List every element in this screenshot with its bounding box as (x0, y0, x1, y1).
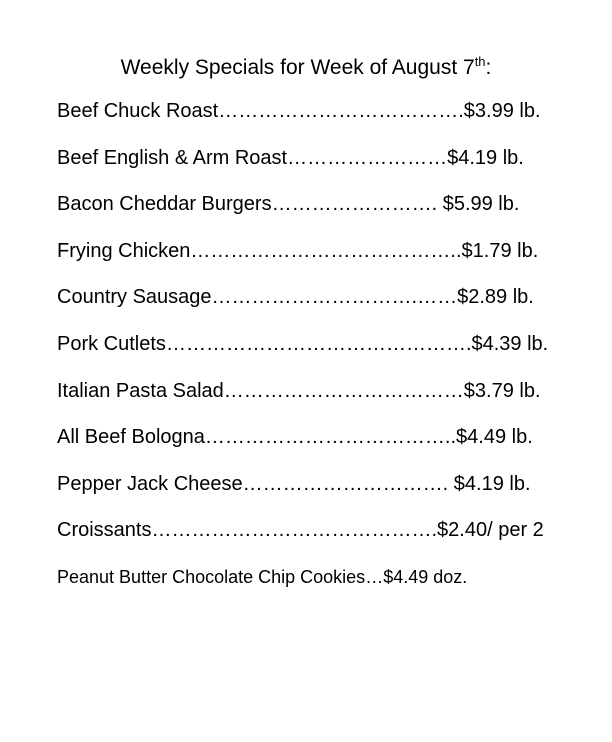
item-name: All Beef Bologna (57, 426, 205, 449)
item-name: Pork Cutlets (57, 332, 166, 355)
item-name: Frying Chicken (57, 239, 191, 262)
list-item (57, 516, 597, 544)
item-price: $3.99 lb. (463, 100, 541, 122)
list-item (57, 237, 597, 265)
item-leader: ………………………………….. (190, 239, 462, 262)
item-price: $2.89 lb. (457, 286, 534, 309)
item-name: Italian Pasta Salad (57, 379, 224, 402)
item-leader: ……………………………………. (151, 519, 438, 542)
item-name: Pepper Jack Cheese (57, 472, 243, 495)
item-leader: ……………………………….. (204, 426, 457, 449)
specials-list (57, 97, 597, 610)
item-leader: ……………………………… (223, 379, 464, 402)
item-name: Beef Chuck Roast (57, 100, 219, 122)
list-item (57, 377, 597, 405)
list-item (57, 423, 597, 451)
item-leader: ………………………………. (218, 100, 464, 122)
item-leader: …………………… (287, 146, 448, 169)
list-item (57, 470, 597, 498)
list-item (57, 144, 597, 172)
list-item (57, 563, 597, 591)
item-leader: ………………………….…… (211, 286, 458, 309)
item-leader: ……………………. (271, 193, 443, 216)
item-name: Bacon Cheddar Burgers (57, 193, 272, 216)
list-item (57, 97, 597, 125)
item-price: $4.19 lb. (447, 146, 524, 169)
item-price: $4.49 lb. (456, 426, 533, 449)
title-text: Weekly Specials for Week of August 7 (120, 56, 475, 79)
item-price: $3.79 lb. (463, 379, 541, 402)
list-item (57, 190, 597, 218)
item-name: Country Sausage (57, 286, 212, 309)
item-price: $2.40/ per 2 (437, 519, 544, 542)
item-price: $1.79 lb. (461, 239, 539, 262)
list-item (57, 330, 597, 358)
item-name: Croissants (57, 519, 152, 542)
title-suffix: : (485, 56, 492, 79)
item-leader: …………………………. (242, 472, 454, 495)
item-name: Beef English & Arm Roast (57, 146, 288, 169)
item-price: $4.19 lb. (453, 472, 531, 495)
item-price: $4.39 lb. (471, 332, 549, 355)
item-leader: … (365, 566, 384, 587)
item-price: $4.49 doz. (383, 566, 468, 587)
item-leader: ………………………………………. (165, 332, 472, 355)
item-name: Peanut Butter Chocolate Chip Cookies (57, 566, 366, 587)
list-item (57, 283, 597, 311)
item-price: $5.99 lb. (442, 193, 520, 216)
title-superscript: th (474, 54, 486, 69)
page-title (0, 54, 612, 82)
